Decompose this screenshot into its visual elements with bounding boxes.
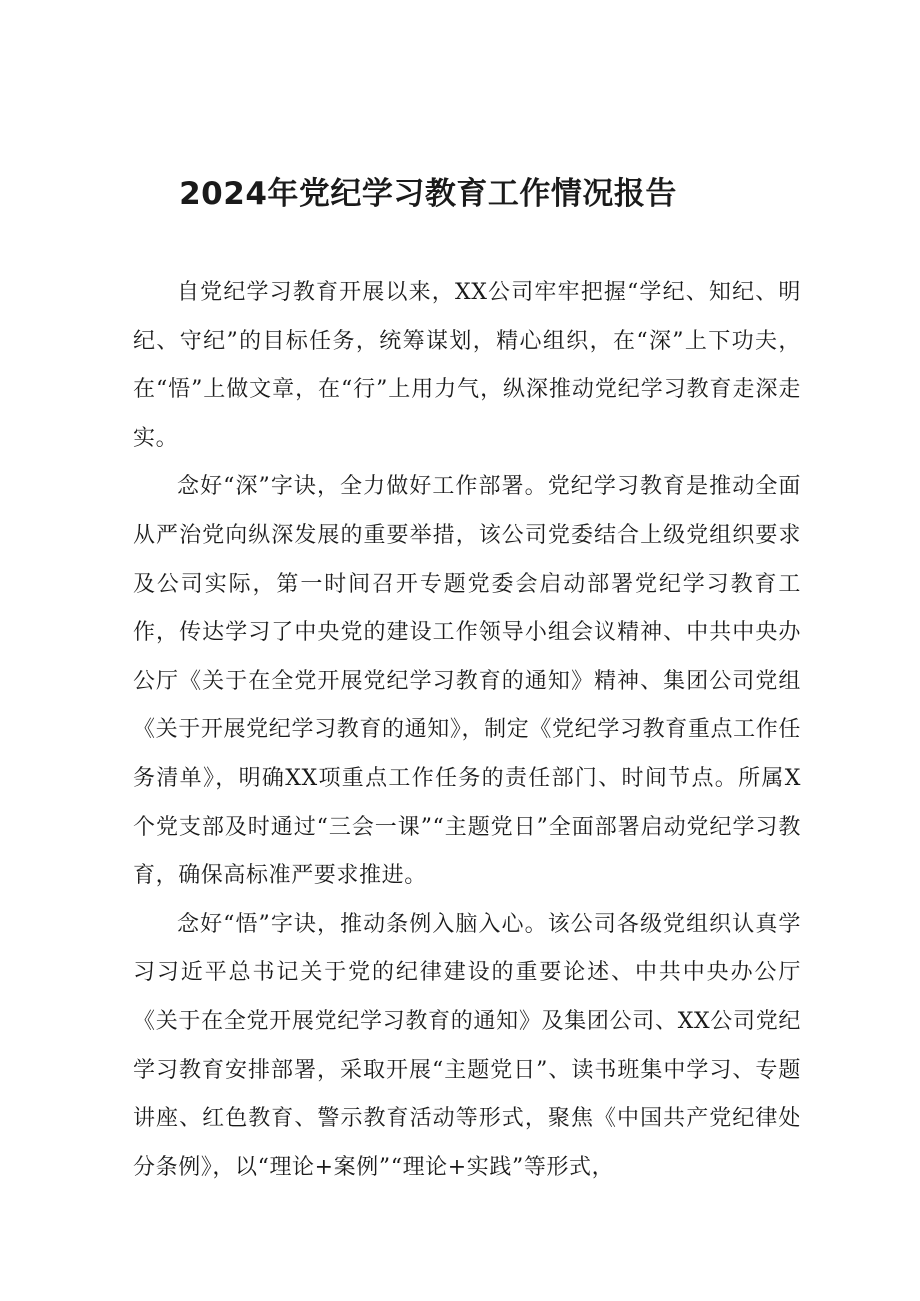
document-title: 2024年党纪学习教育工作情况报告 (179, 176, 677, 212)
document-body (133, 269, 801, 1192)
paragraph-deep: 念好“深”字诀，全力做好工作部署。党纪学习教育是推动全面从严治党向纵深发展的重要举措，该公司党委结合上级党组织要求及公司实际，第一时间召开专题党委会启动部署党纪学习教育工作，传达学习了中央党的建设工作领导小组会议精神、中共中央办公厅《关于在全党开展党纪学习教育的通知》精神、集团公司党组《关于开展党纪学习教育的通知》，制定《党纪学习教育重点工作任务清单》，明确XX项重点工作任务的责任部门、时间节点。所属X个党支部及时通过“三会一课”“主题党日”全面部署启动党纪学习教育，确保高标准严要求推进。 (133, 474, 801, 889)
paragraph-intro: 自党纪学习教育开展以来，XX公司牢牢把握“学纪、知纪、明纪、守纪”的目标任务，统筹谋划，精心组织，在“深”上下功夫，在“悟”上做文章，在“行”上用力气，纵深推动党纪学习教育走深走实。 (133, 280, 801, 451)
paragraph-understand: 念好“悟”字诀，推动条例入脑入心。该公司各级党组织认真学习习近平总书记关于党的纪律建设的重要论述、中共中央办公厅《关于在全党开展党纪学习教育的通知》及集团公司、XX公司党纪学习教育安排部署，采取开展“主题党日”、读书班集中学习、专题讲座、红色教育、警示教育活动等形式，聚焦《中国共产党纪律处分条例》，以“理论+案例”“理论+实践”等形式， (133, 911, 801, 1180)
